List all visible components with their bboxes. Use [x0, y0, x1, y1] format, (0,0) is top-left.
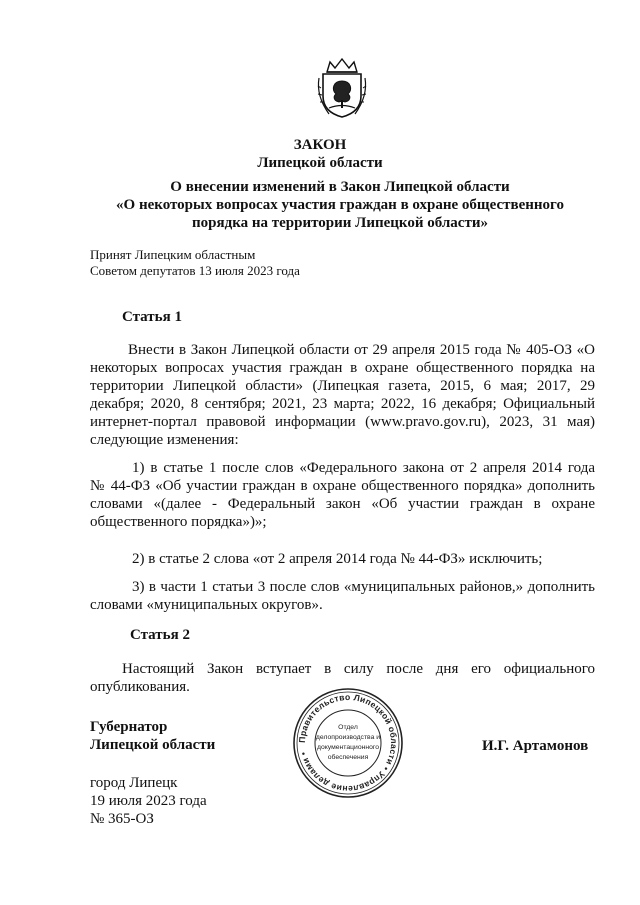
paragraph-line: Настоящий Закон вступает в силу после дня его официального: [122, 661, 595, 677]
paragraph-line: № 44-ФЗ «Об участии граждан в охране общественного порядка» дополнить: [90, 478, 595, 494]
adoption-note: [90, 247, 300, 279]
subject-line: «О некоторых вопросах участия граждан в охране общественного: [116, 197, 564, 213]
paragraph-line: опубликования.: [90, 679, 190, 695]
subject-line: порядка на территории Липецкой области»: [192, 215, 488, 231]
stamp-ring-text: Правительство Липецкой области • Управление делами •: [296, 691, 400, 795]
paragraph-line: 1) в статье 1 после слов «Федерального закона от 2 апреля 2014 года: [132, 460, 595, 476]
amendment-item-1: [90, 459, 595, 531]
subject-line: О внесении изменений в Закон Липецкой области: [170, 179, 510, 195]
signatory-position: [90, 718, 215, 754]
signatory-name: И.Г. Артамонов: [482, 738, 589, 754]
paragraph-line: 2) в статье 2 слова «от 2 апреля 2014 года № 44-ФЗ» исключить;: [132, 551, 543, 567]
stamp-center-line: Отдел: [338, 724, 358, 731]
paragraph-line: следующие изменения:: [90, 432, 239, 448]
adoption-line: Советом депутатов 13 июля 2023 года: [90, 263, 300, 278]
amendment-item-2: [90, 550, 595, 568]
issue-details: [90, 774, 207, 828]
article-1-intro: [90, 341, 595, 449]
amendment-item-3: [90, 578, 595, 614]
paragraph-line: словами «(далее - Федеральный закон «Об участии граждан в охране: [90, 496, 595, 512]
paragraph-line: 3) в части 1 статьи 3 после слов «муниципальных районов,» дополнить: [132, 579, 595, 595]
paragraph-line: словами «муниципальных округов».: [90, 597, 323, 613]
issue-date: 19 июля 2023 года: [90, 793, 207, 809]
paragraph-line: некоторых вопросах участия граждан в охране общественного порядка на: [90, 360, 595, 376]
stamp-center-line: обеспечения: [327, 754, 369, 761]
article-2-heading: Статья 2: [130, 627, 190, 643]
article-1-heading: Статья 1: [122, 309, 182, 325]
region-title: Липецкой области: [257, 155, 383, 171]
position-line: Липецкой области: [90, 737, 216, 753]
adoption-line: Принят Липецким областным: [90, 247, 256, 262]
paragraph-line: интернет-портал правовой информации (www.pravo.gov.ru), 2023, 31 мая): [90, 414, 595, 430]
stamp-center-line: документационного: [316, 744, 380, 751]
paragraph-line: общественного порядка»)»;: [90, 514, 267, 530]
position-line: Губернатор: [90, 719, 168, 735]
law-subject: [100, 178, 580, 232]
law-number: № 365-ОЗ: [90, 811, 154, 827]
paragraph-line: декабря; 2020, 8 сентября; 2021, 23 марта; 2022, 16 декабря; Официальный: [90, 396, 595, 412]
lipetsk-coat-of-arms-icon: [315, 56, 369, 120]
paragraph-line: Внести в Закон Липецкой области от 29 апреля 2015 года № 405-ОЗ «О: [128, 342, 595, 358]
paragraph-line: территории Липецкой области» (Липецкая газета, 2015, 6 мая; 2017, 29: [90, 378, 595, 394]
stamp-center-line: делопроизводства и: [315, 734, 381, 741]
issue-city: город Липецк: [90, 775, 178, 791]
document-type-title: ЗАКОН: [293, 137, 347, 153]
official-stamp: [292, 687, 404, 799]
